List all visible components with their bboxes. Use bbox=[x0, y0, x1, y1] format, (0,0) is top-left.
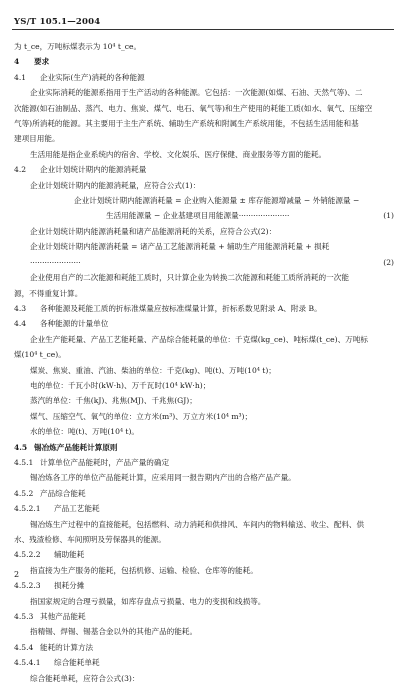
text-line bbox=[14, 517, 394, 532]
text-line bbox=[14, 255, 394, 270]
section-line bbox=[14, 316, 394, 331]
text-line bbox=[14, 424, 394, 439]
line-text: 水、残渣检修、车间照明及劳保器具的能源。 bbox=[14, 535, 166, 544]
line-text: 蒸汽的单位：千焦(kJ)、兆焦(MJ)、千兆焦(GJ)； bbox=[30, 396, 197, 406]
text-line bbox=[14, 101, 394, 116]
line-text: 次能源(如石油制品、蒸汽、电力、焦炭、煤气、电石、氧气等)和生产使用的耗能工质(如水、氧气、压缩空 bbox=[14, 103, 373, 113]
standard-id: YS/T 105.1—2004 bbox=[14, 17, 101, 27]
line-text: 能耗的计算方法 bbox=[40, 642, 94, 652]
section-number: 4.5.1 bbox=[14, 457, 34, 467]
text-line bbox=[14, 532, 394, 547]
equation-number: (2) bbox=[383, 257, 394, 267]
line-text: 企业计划统计期内的能源消耗量，应符合公式(1)： bbox=[30, 180, 201, 190]
text-line bbox=[14, 270, 394, 285]
section-line bbox=[14, 440, 394, 455]
text-line bbox=[14, 671, 394, 686]
text-line bbox=[14, 239, 394, 254]
line-text: 要求 bbox=[34, 57, 50, 67]
section-number: 4.5.2.1 bbox=[14, 504, 41, 514]
section-number: 4.3 bbox=[14, 303, 27, 313]
section-number: 4.5.2 bbox=[14, 488, 34, 498]
section-number: 4.5.3 bbox=[14, 612, 34, 622]
line-text: 企业使用自产的二次能源和耗能工质时，只计算企业为转换二次能源和耗能工质所消耗的一次能 bbox=[30, 273, 349, 283]
text-line bbox=[14, 39, 394, 54]
line-text: 生活用能是指企业系统内的宿舍、学校、文化娱乐、医疗保健、商业服务等方面的能耗。 bbox=[30, 149, 327, 159]
line-text: 锡冶炼各工序的单位产品能耗计算，应采用同一报告期内产出的合格产品产量。 bbox=[30, 473, 296, 483]
line-text: 企业实际消耗的能源系指用于生产活动的各种能源。它包括：一次能源(如煤、石油、天然气等)、二 bbox=[30, 88, 363, 98]
line-text: 生活用能源量 − 企业基建项目用能源量 bbox=[106, 211, 239, 221]
line-text: 计算单位产品能耗时，产品产量的确定 bbox=[40, 457, 170, 467]
text-line bbox=[14, 347, 394, 362]
text-line bbox=[14, 147, 394, 162]
line-text: 企业计划统计期内能源消耗量和诸产品能源消耗的关系，应符合公式(2)： bbox=[30, 226, 277, 236]
section-number: 4.4 bbox=[14, 319, 27, 329]
section-line bbox=[14, 578, 394, 593]
text-line bbox=[14, 624, 394, 639]
line-text: 其他产品能耗 bbox=[40, 612, 86, 622]
line-text: 指直接为生产服务的能耗，包括机修、运输、检验、仓库等的能耗。 bbox=[30, 565, 258, 575]
text-line bbox=[14, 563, 394, 578]
line-text: 损耗分摊 bbox=[54, 581, 85, 591]
section-line bbox=[14, 301, 394, 316]
line-text: 煤炭、焦炭、重油、汽油、柴油的单位：千克(kg)、吨(t)、万吨(10⁴ t)； bbox=[30, 365, 276, 375]
line-text: 煤气、压缩空气、氧气的单位：立方米(m³)、万立方米(10⁴ m³)； bbox=[30, 411, 253, 421]
text-line bbox=[14, 378, 394, 393]
section-number: 4.5.2.2 bbox=[14, 550, 41, 560]
line-text: 锡冶炼产品能耗计算原则 bbox=[34, 442, 118, 452]
text-line bbox=[14, 393, 394, 408]
line-text: 为 t_ce，万吨标煤表示为 10⁴ t_ce。 bbox=[14, 42, 142, 51]
text-line bbox=[14, 409, 394, 424]
section-number: 4 bbox=[14, 57, 20, 67]
text-line bbox=[14, 286, 394, 301]
text-line bbox=[14, 85, 394, 100]
section-number: 4.5.4 bbox=[14, 642, 34, 652]
leader-dots: ····················· bbox=[238, 211, 290, 221]
leader-dots: ····················· bbox=[30, 257, 81, 267]
section-line bbox=[14, 547, 394, 562]
line-text: 指精锡、焊锡、锡基合金以外的其他产品的能耗。 bbox=[30, 627, 198, 637]
line-text: 产品工艺能耗 bbox=[54, 504, 100, 514]
line-text: 企业生产能耗量、产品工艺能耗量、产品综合能耗量的单位：千克煤(kg_ce)、吨标煤(t_ce)、万吨标 bbox=[30, 334, 369, 344]
section-line bbox=[14, 54, 394, 69]
line-text: 气等)所消耗的能源。其主要用于主生产系统、辅助生产系统和附属生产系统用能，不包括生活用能和基 bbox=[14, 119, 359, 129]
text-line bbox=[14, 470, 394, 485]
section-line bbox=[14, 455, 394, 470]
text-line bbox=[14, 131, 394, 146]
line-text: 各种能源的计量单位 bbox=[40, 319, 109, 329]
equation-number: (1) bbox=[383, 211, 394, 221]
line-text: 综合能耗单耗 bbox=[54, 658, 100, 668]
line-text: 锡冶炼生产过程中的直接能耗，包括燃料、动力消耗和供排风、车间内的物料输送、收尘、配料、供 bbox=[30, 519, 365, 529]
section-line bbox=[14, 486, 394, 501]
section-number: 4.5 bbox=[14, 442, 28, 452]
line-text: 各种能源及耗能工质的折标准煤量应按标准煤量计算，折标系数见附录 A、附录 B。 bbox=[40, 303, 322, 313]
line-text: 企业实际(生产)消耗的各种能源 bbox=[40, 72, 145, 82]
text-line bbox=[14, 332, 394, 347]
header-rule bbox=[12, 29, 394, 30]
text-line bbox=[14, 193, 394, 208]
section-line bbox=[14, 162, 394, 177]
section-number: 4.2 bbox=[14, 165, 27, 175]
line-text: 企业计划统计期内能源消耗量 = 企业购入能源量 ± 库存能源增减量 − 外销能源量 − bbox=[74, 196, 360, 206]
section-number: 4.1 bbox=[14, 72, 27, 82]
line-text: 建项目用能。 bbox=[14, 134, 60, 144]
text-line bbox=[14, 208, 394, 223]
section-number: 4.5.2.3 bbox=[14, 581, 41, 591]
line-text: 电的单位：千瓦小时(kW·h)、万千瓦时(10⁴ kW·h)； bbox=[30, 380, 211, 390]
section-line bbox=[14, 70, 394, 85]
page-number: 2 bbox=[14, 570, 20, 579]
section-line bbox=[14, 640, 394, 655]
section-line bbox=[14, 655, 394, 670]
section-number: 4.5.4.1 bbox=[14, 658, 41, 668]
line-text: 产品综合能耗 bbox=[40, 488, 86, 498]
line-text: 指国家规定的合理亏损量，如库存盘点亏损量、电力的变损和线损等。 bbox=[30, 596, 266, 606]
text-line bbox=[14, 178, 394, 193]
line-text: 辅助能耗 bbox=[54, 550, 85, 560]
section-line bbox=[14, 501, 394, 516]
line-text: 企业计划统计期内能源消耗量 = 诸产品工艺能源消耗量 + 辅助生产用能源消耗量 + 损耗 bbox=[30, 242, 330, 252]
line-text: 源，不得重复计算。 bbox=[14, 288, 83, 298]
text-line bbox=[14, 594, 394, 609]
document-body bbox=[14, 39, 394, 686]
text-line bbox=[14, 116, 394, 131]
text-line bbox=[14, 363, 394, 378]
line-text: 企业计划统计期内的能源消耗量 bbox=[40, 165, 147, 175]
line-text: 煤(10⁴ t_ce)。 bbox=[14, 350, 66, 360]
line-text: 水的单位：吨(t)、万吨(10⁴ t)。 bbox=[30, 427, 140, 437]
text-line bbox=[14, 224, 394, 239]
section-line bbox=[14, 609, 394, 624]
line-text: 综合能耗单耗，应符合公式(3)： bbox=[30, 673, 140, 683]
